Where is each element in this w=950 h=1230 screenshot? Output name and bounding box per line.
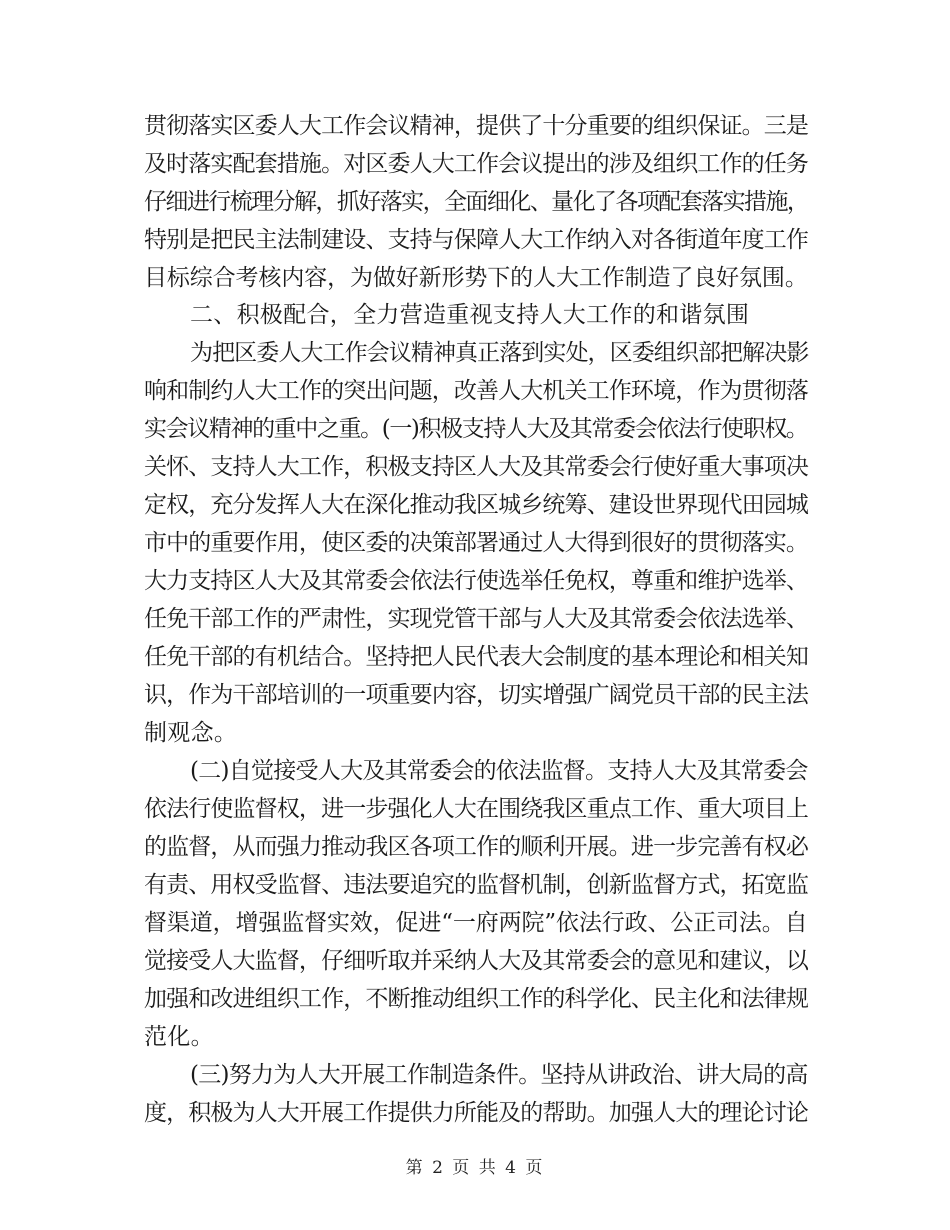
text-line: 及时落实配套措施。对区委人大工作会议提出的涉及组织工作的任务 [144,151,809,177]
text-line: 任免干部的有机结合。坚持把人民代表大会制度的基本理论和相关知 [144,644,809,670]
page-number-footer: 第 2 页 共 4 页 [405,1158,545,1178]
text-line: 识，作为干部培训的一项重要内容，切实增强广阔党员干部的民主法 [144,682,809,708]
text-line: 范化。 [144,1024,214,1050]
paragraph-start: 为把区委人大工作会议精神真正落到实处，区委组织部把解决影 [190,340,809,366]
text-line: 制观念。 [144,720,238,746]
text-line: 督渠道，增强监督实效，促进“一府两院”依法行政、公正司法。自 [144,910,808,936]
paragraph-start: (二)自觉接受人大及其常委会的依法监督。支持人大及其常委会 [190,758,808,784]
text-line: 的监督，从而强力推动我区各项工作的顺利开展。进一步完善有权必 [144,834,809,860]
text-line: 响和制约人大工作的突出问题，改善人大机关工作环境，作为贯彻落 [144,378,809,404]
text-line: 度，积极为人大开展工作提供力所能及的帮助。加强人大的理论讨论 [144,1100,809,1126]
text-line: 市中的重要作用，使区委的决策部署通过人大得到很好的贯彻落实。 [144,530,809,556]
text-line: 定权，充分发挥人大在深化推动我区城乡统筹、建设世界现代田园城 [144,492,809,518]
text-line: 依法行使监督权，进一步强化人大在围绕我区重点工作、重大项目上 [144,796,809,822]
section-heading: 二、积极配合，全力营造重视支持人大工作的和谐氛围 [190,302,750,328]
text-line: 目标综合考核内容，为做好新形势下的人大工作制造了良好氛围。 [144,265,808,291]
text-line: 大力支持区人大及其常委会依法行使选举任免权，尊重和维护选举、 [144,568,809,594]
text-line: 有责、用权受监督、违法要追究的监督机制，创新监督方式，拓宽监 [144,872,809,898]
text-line: 实会议精神的重中之重。(一)积极支持人大及其常委会依法行使职权。 [144,416,808,442]
text-line: 加强和改进组织工作，不断推动组织工作的科学化、民主化和法律规 [144,986,809,1012]
text-line: 关怀、支持人大工作，积极支持区人大及其常委会行使好重大事项决 [144,454,809,480]
text-line: 贯彻落实区委人大工作会议精神，提供了十分重要的组织保证。三是 [144,113,809,139]
paragraph-start: (三)努力为人大开展工作制造条件。坚持从讲政治、讲大局的高 [190,1062,808,1088]
text-line: 任免干部工作的严肃性，实现党管干部与人大及其常委会依法选举、 [144,606,809,632]
text-line: 仔细进行梳理分解，抓好落实，全面细化、量化了各项配套落实措施， [144,189,809,215]
text-line: 特别是把民主法制建设、支持与保障人大工作纳入对各街道年度工作 [144,227,809,253]
text-line: 觉接受人大监督，仔细听取并采纳人大及其常委会的意见和建议，以 [144,948,809,974]
